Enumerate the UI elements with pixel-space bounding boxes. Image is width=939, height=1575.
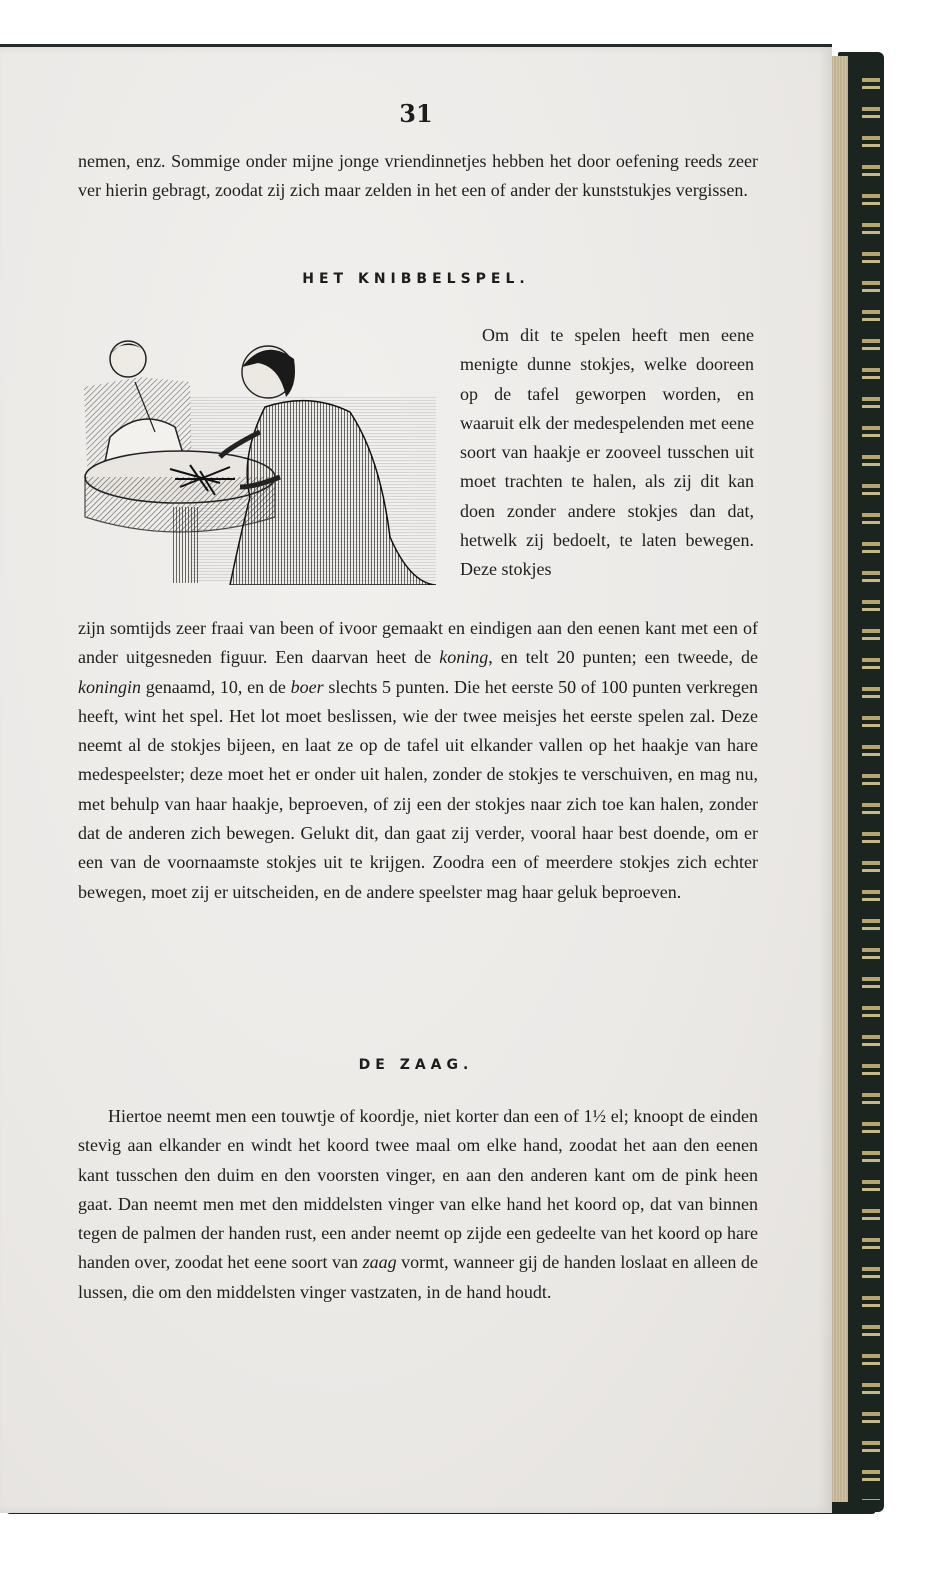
engraving-illustration bbox=[80, 337, 436, 585]
book-page bbox=[0, 44, 832, 1513]
zaag-text-a: Hiertoe neemt men een touwtje of koordje, niet korter dan een of 1 bbox=[108, 1106, 593, 1126]
word-zaag: zaag bbox=[362, 1252, 397, 1273]
word-koning: koning bbox=[439, 647, 489, 668]
word-boer: boer bbox=[290, 676, 324, 697]
zaag-text-c: vormt, wanneer gij de handen loslaat en alleen de lussen, die om den middelsten vinger vastzaten, in de hand houdt. bbox=[78, 1252, 758, 1302]
knibbelspel-paragraph bbox=[78, 614, 758, 907]
zaag-text-b: el; knoopt de einden stevig aan elkander en windt het koord twee maal om elke hand, zoodat het aan den eenen kant tusschen den duim en den voorsten vinger, en aan den anderen kant om de pink heen gaat. Dan neemt men met den middelsten vinger van elke hand het koord op, dat van binnen tegen de palmen der handen rust, een ander neemt op zijde een gedeelte van het koord op hare handen over, zoodat het eene soort van bbox=[78, 1106, 758, 1273]
knibbelspel-text-d: slechts 5 punten. Die het eerste 50 of 100 punten verkregen heeft, wint het spel. Het lot moet beslissen, wie der twee meisjes het eerste spelen zal. Deze neemt al de stokjes bijeen, en laat ze op de tafel uit elkander vallen op het haakje van hare medespeelster; deze moet het er onder uit halen, zonder de stokjes te verschuiven, en mag nu, met behulp van haar haakje, beproeven, of zij een der stokjes naar zich toe kan halen, zonder dat de anderen zich bewegen. Gelukt dit, dan gaat zij verder, vooral haar best doende, om er een van de voornaamste stokjes uit te krijgen. Zoodra een of meerdere stokjes zich echter bewegen, moet zij er uitscheiden, en de andere speelster mag haar geluk beproeven. bbox=[78, 676, 759, 902]
intro-text: nemen, enz. Sommige onder mijne jonge vriendinnetjes hebben het door oefening reeds zeer ver hierin gebragt, zoodat zij zich maar zelden in het een of ander der kunststukjes vergissen. bbox=[78, 151, 758, 201]
fraction-half: ½ bbox=[592, 1106, 606, 1126]
section-heading-knibbelspel: HET KNIBBELSPEL. bbox=[302, 271, 530, 287]
intro-paragraph bbox=[78, 147, 758, 206]
page-number: 31 bbox=[399, 99, 433, 128]
knibbelspel-side-text: Om dit te spelen heeft men eene menigte dunne stokjes, welke dooreen op de tafel geworpen worden, en waaruit elk der medespelenden met eene soort van haakje er zooveel tusschen uit moet trachten te halen, als zij dit kan doen zonder andere stokjes dan dat, hetwelk zij bedoelt, te laten bewegen. Deze stokjes bbox=[460, 325, 754, 580]
zaag-paragraph bbox=[78, 1102, 758, 1307]
knibbelspel-text-c: genaamd, 10, en de bbox=[141, 676, 291, 697]
knibbelspel-text-a: zijn somtijds zeer fraai van been of ivoor gemaakt en eindigen aan den eenen kant met een of ander uitgesneden figuur. Een daarvan heet de bbox=[78, 618, 758, 668]
word-koningin: koningin bbox=[78, 676, 141, 697]
knibbelspel-text-b: , en telt 20 punten; een tweede, de bbox=[488, 647, 758, 668]
section-heading-zaag: DE ZAAG. bbox=[358, 1057, 474, 1073]
gilt-edge-decoration bbox=[862, 60, 880, 1500]
